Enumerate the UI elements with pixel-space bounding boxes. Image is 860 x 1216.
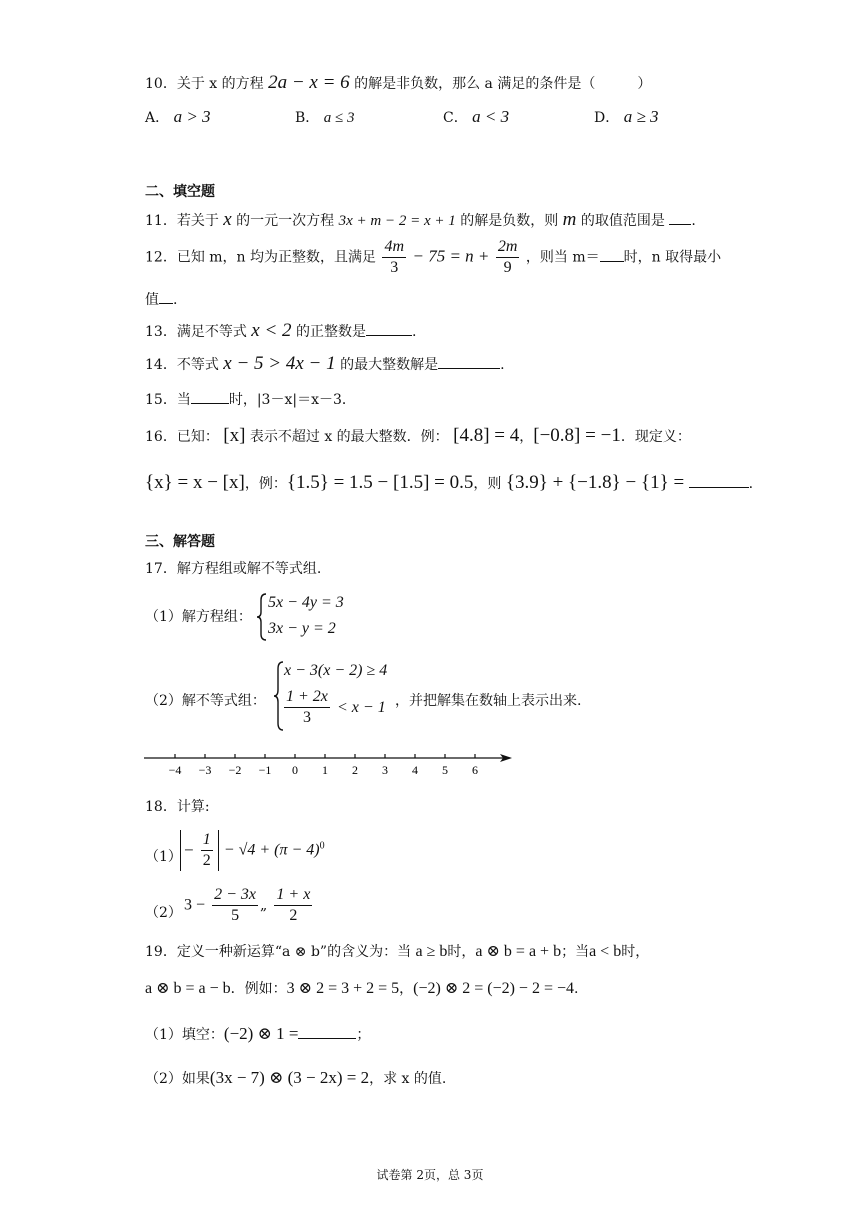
- section-heading-solve: 三、解答题: [145, 534, 215, 550]
- q12-text-b: ，则当 m＝: [525, 249, 600, 266]
- number-line-tick-label: 3: [382, 763, 388, 777]
- q18-part-2-lead: 3 −: [184, 896, 206, 914]
- q12-fraction-2: [496, 237, 520, 278]
- question-13: [145, 320, 416, 342]
- q16-definition: {x} = x − [x]: [145, 472, 245, 493]
- q19-part-2: [145, 1068, 446, 1088]
- q11-text-d: 的取值范围是: [580, 213, 665, 229]
- question-18-title: 18．计算:: [145, 799, 210, 815]
- q19-answer-blank[interactable]: [298, 1024, 356, 1039]
- q18-exponent: 0: [319, 840, 325, 852]
- q11-text-a: 11．若关于: [145, 213, 219, 229]
- q11-var-x: x: [223, 209, 232, 230]
- q11-text-b: 的一元一次方程: [236, 213, 335, 229]
- q16-text-a: 16．已知：: [145, 429, 219, 445]
- fraction-denominator: 3: [302, 709, 311, 726]
- q12-fraction-1: [382, 237, 406, 278]
- q10-text-b: 的解是非负数，那么 a 满足的条件是（ ）: [354, 76, 652, 92]
- q19-condition-2: a < b: [589, 943, 622, 960]
- fraction-denominator: 2: [289, 907, 298, 924]
- q11-text-c: 的解是负数，则: [460, 213, 559, 229]
- q17-system-eq-2: 3x − y = 2: [268, 620, 336, 637]
- q12-text-a: 12．已知 m，n 均为正整数，且满足: [145, 249, 377, 266]
- q12-answer-blank-n[interactable]: [159, 289, 173, 304]
- q17-inequality-rhs: < x − 1: [337, 699, 386, 716]
- number-line[interactable]: [140, 748, 520, 778]
- question-10: [145, 72, 651, 94]
- q15-text-b: 时，|3－x|＝x－3．: [228, 392, 356, 408]
- q15-text-a: 15．当: [145, 392, 191, 408]
- q19-part-1: [145, 1024, 370, 1044]
- q14-period: .: [500, 357, 505, 373]
- q19-condition-1: a ≥ b: [415, 943, 448, 960]
- q19-separator: ，: [399, 981, 414, 997]
- number-line-tick-label: 5: [442, 763, 448, 777]
- option-value: a < 3: [472, 107, 510, 126]
- option-label: B．: [295, 110, 320, 126]
- q13-period: .: [412, 324, 417, 340]
- q18-part-2-label: （2）: [145, 905, 182, 921]
- q19-part-2-end: ，求 x 的值.: [369, 1071, 447, 1087]
- fraction-numerator: 4m: [382, 237, 406, 258]
- option-label: A．: [145, 110, 170, 126]
- q12-text-c: 时，n 取得最小: [623, 249, 722, 266]
- fraction-denominator: 2: [202, 852, 211, 869]
- system-brace-icon: [255, 592, 269, 642]
- q11-answer-blank[interactable]: [669, 210, 691, 225]
- q11-equation: 3x + m − 2 = x + 1: [338, 213, 456, 229]
- fraction-numerator: 1 + 2x: [284, 687, 330, 708]
- q16-text-e: ，则: [473, 476, 502, 492]
- q17-part-2-tail: ，并把解集在数轴上表示出来.: [395, 693, 582, 709]
- q16-example-1: [4.8] = 4: [453, 425, 520, 446]
- number-line-tick-label: 2: [352, 763, 358, 777]
- option-value: a > 3: [173, 107, 211, 126]
- q19-text-e: ．例如：: [230, 981, 287, 997]
- fraction-numerator: 1: [201, 830, 213, 851]
- option-value: a ≥ 3: [623, 107, 659, 126]
- fraction-numerator: 1 + x: [274, 885, 312, 906]
- q13-answer-blank[interactable]: [366, 321, 412, 336]
- q17-inequality-fraction: [284, 687, 330, 728]
- q16-expression: {3.9} + {−1.8} − {1} =: [505, 472, 685, 493]
- q19-period: .: [574, 981, 579, 997]
- q17-part-1-label: （1）解方程组：: [145, 609, 252, 625]
- q16-example-3: {1.5} = 1.5 − [1.5] = 0.5: [286, 472, 474, 493]
- q10-equation: 2a − x = 6: [268, 72, 350, 93]
- q13-text-a: 13．满足不等式: [145, 324, 247, 340]
- option-value: a ≤ 3: [323, 110, 355, 126]
- q19-text-b: 时，: [447, 944, 476, 960]
- fraction-numerator: 2 − 3x: [212, 885, 258, 906]
- question-11: [145, 209, 696, 231]
- q16-text-c: ．现定义：: [620, 429, 691, 445]
- number-line-tick-label: 6: [472, 763, 478, 777]
- q14-inequality: x − 5 > 4x − 1: [223, 353, 336, 374]
- question-15: [145, 389, 356, 409]
- q19-part-2-expression: (3x − 7) ⊗ (3 − 2x) = 2: [209, 1068, 370, 1087]
- number-line-tick-label: 1: [322, 763, 328, 777]
- q18-part-2-fraction-2: [274, 885, 312, 926]
- q16-text-b: 表示不超过 x 的最大整数．例：: [249, 429, 449, 445]
- q10-option-c[interactable]: [443, 107, 509, 127]
- question-19: [145, 941, 649, 961]
- number-line-tick-label: 4: [412, 763, 418, 777]
- q19-example-2: (−2) ⊗ 2 = (−2) − 2 = −4: [413, 980, 574, 997]
- number-line-tick-label: −3: [198, 763, 212, 777]
- fraction-numerator: 2m: [496, 237, 520, 258]
- q12-text-d: 值: [145, 292, 159, 308]
- q18-part-2-expression: [184, 885, 314, 926]
- q18-part-2-separator: „: [260, 897, 268, 914]
- q18-part-2-fraction-1: [212, 885, 258, 926]
- q17-inequality-1: x − 3(x − 2) ≥ 4: [284, 662, 388, 679]
- q14-text-a: 14．不等式: [145, 357, 219, 373]
- q19-part-1-label: （1）填空：: [145, 1027, 224, 1043]
- q18-abs-fraction: [201, 830, 213, 871]
- absolute-value: − $\frac{1}{2}$: [180, 830, 219, 871]
- option-label: D．: [594, 110, 620, 126]
- q15-answer-blank[interactable]: [191, 389, 229, 404]
- q19-part-1-expression: (−2) ⊗ 1 =: [223, 1024, 299, 1043]
- q19-rule-2: a ⊗ b = a − b: [145, 980, 231, 997]
- question-16: [145, 425, 691, 447]
- page-footer: 试卷第 2页，总 3页: [376, 1168, 484, 1182]
- q19-example-1: 3 ⊗ 2 = 3 + 2 = 5: [286, 980, 400, 997]
- q19-text-c: ；当: [561, 944, 590, 960]
- q12-answer-blank-m[interactable]: [600, 247, 624, 262]
- q16-text-d: ，例：: [244, 476, 287, 492]
- q14-text-b: 的最大整数解是: [340, 357, 439, 373]
- q16-example-2: [−0.8] = −1: [533, 425, 621, 446]
- q14-answer-blank[interactable]: [438, 354, 500, 369]
- q19-rule-1: a ⊗ b = a + b: [475, 943, 562, 960]
- number-line-tick-label: −1: [258, 763, 272, 777]
- fraction-denominator: 5: [231, 907, 240, 924]
- q17-system-eq-1: 5x − 4y = 3: [268, 594, 344, 611]
- question-12: [145, 237, 721, 278]
- q18-part-1-rest: − √4 + (π − 4): [223, 841, 320, 859]
- q12-middle-expr: − 75 = n +: [412, 246, 490, 266]
- q10-option-a[interactable]: [145, 107, 211, 127]
- question-14: [145, 353, 505, 375]
- q19-part-2-label: （2）如果: [145, 1071, 210, 1087]
- q18-part-1-expression: [180, 830, 325, 871]
- q17-inequality-2: [282, 687, 386, 728]
- question-12-cont: [145, 289, 177, 309]
- q11-var-m: m: [562, 209, 577, 230]
- question-16-cont: [145, 472, 753, 494]
- q12-period: .: [173, 292, 178, 308]
- q19-text-a: 19．定义一种新运算“a ⊗ b”的含义为：当: [145, 944, 412, 960]
- q10-option-b[interactable]: [295, 107, 354, 127]
- q11-period: .: [691, 213, 696, 229]
- fraction-denominator: 3: [390, 259, 399, 276]
- q16-answer-blank[interactable]: [689, 473, 749, 488]
- q19-text-d: 时，: [621, 944, 650, 960]
- q10-option-d[interactable]: [594, 107, 659, 127]
- q16-separator: ，: [519, 429, 534, 445]
- question-19-cont: [145, 978, 578, 998]
- number-line-tick-label: −2: [228, 763, 242, 777]
- section-heading-fill-in: 二、填空题: [145, 184, 215, 200]
- q13-text-b: 的正整数是: [296, 324, 366, 340]
- q16-period: .: [748, 476, 754, 492]
- question-17-title: 17．解方程组或解不等式组.: [145, 561, 322, 577]
- number-line-tick-label: 0: [292, 763, 298, 777]
- q16-floor-notation: [x]: [223, 425, 246, 446]
- fraction-denominator: 9: [503, 259, 512, 276]
- q13-inequality: x < 2: [251, 320, 292, 341]
- q19-part-1-end: ；: [356, 1027, 371, 1043]
- q18-part-1-label: （1）: [145, 849, 182, 865]
- number-line-tick-label: −4: [168, 763, 182, 777]
- q10-text-a: 10．关于 x 的方程: [145, 76, 264, 92]
- q17-part-2-label: （2）解不等式组：: [145, 693, 266, 709]
- option-label: C．: [443, 110, 468, 126]
